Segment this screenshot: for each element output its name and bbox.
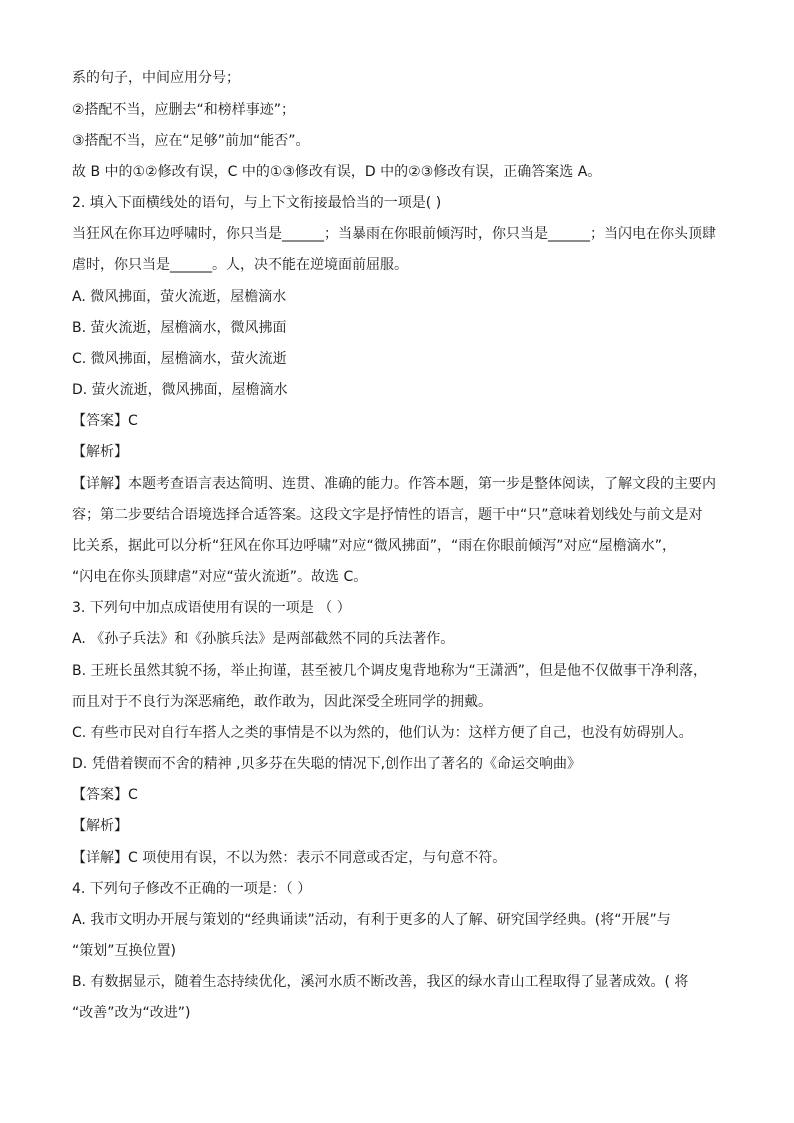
text-line: 【详解】C 项使用有误，不以为然：表示不同意或否定，与句意不符。: [72, 850, 507, 866]
text-line: “策划”互换位置): [72, 943, 176, 959]
option-c: C. 有些市民对自行车搭人之类的事情是不以为然的，他们认为：这样方便了自己，也没有妨碍别人。: [72, 725, 693, 741]
text-line: 容；第二步要结合语境选择合适答案。这段文字是抒情性的语言，题干中“只”意味着划线处与前文是对: [72, 507, 703, 523]
text-line: 故 B 中的①②修改有误，C 中的①③修改有误，D 中的②③修改有误，正确答案选 A。: [72, 164, 602, 180]
option-b: B. 萤火流逝，屋檐滴水，微风拂面: [72, 320, 287, 336]
answer-label: 【答案】C: [72, 787, 138, 803]
answer-label: 【答案】C: [72, 413, 138, 429]
text-line: ②搭配不当，应删去“和榜样事迹”；: [72, 102, 296, 118]
question-4-stem: 4. 下列句子修改不正确的一项是：（ ）: [72, 881, 312, 897]
text-line: 比关系，据此可以分析“狂风在你耳边呼啸”对应“微风拂面”，“雨在你眼前倾泻”对应“屋檐滴水”，: [72, 538, 677, 554]
option-b: B. 王班长虽然其貌不扬，举止拘谨，甚至被几个调皮鬼背地称为“王潇洒”，但是他不仅做事干净利落，: [72, 663, 708, 679]
question-2-stem: 2. 填入下面横线处的语句，与上下文衔接最恰当的一项是( ): [72, 195, 442, 211]
text-line: 当狂风在你耳边呼啸时，你只当是______；当暴雨在你眼前倾泻时，你只当是______；当闪电在你头顶肆: [72, 226, 716, 242]
text-line: “改善”改为“改进”): [72, 1005, 191, 1021]
option-d: D. 萤火流逝，微风拂面，屋檐滴水: [72, 382, 288, 398]
text-line: ③搭配不当，应在“足够”前加“能否”。: [72, 133, 310, 149]
text-line: 【详解】本题考查语言表达简明、连贯、准确的能力。作答本题，第一步是整体阅读，了解文段的主要内: [72, 476, 716, 492]
text-line: 系的句子，中间应用分号；: [72, 70, 240, 86]
option-d: D. 凭借着锲而不舍的精神 ,贝多芬在失聪的情况下,创作出了著名的《命运交响曲》: [72, 756, 582, 772]
option-c: C. 微风拂面，屋檐滴水，萤火流逝: [72, 351, 287, 367]
text-line: 而且对于不良行为深恶痛绝，敢作敢为，因此深受全班同学的拥戴。: [72, 694, 492, 710]
question-3-stem: 3. 下列句中加点成语使用有误的一项是 （ ）: [72, 600, 351, 616]
option-a: A. 微风拂面，萤火流逝，屋檐滴水: [72, 289, 287, 305]
analysis-label: 【解析】: [72, 444, 128, 460]
option-a: A. 我市文明办开展与策划的“经典诵读”活动，有利于更多的人了解、研究国学经典。(将“开展”与: [72, 912, 671, 928]
option-a: A. 《孙子兵法》和《孙膑兵法》是两部截然不同的兵法著作。: [72, 631, 455, 647]
analysis-label: 【解析】: [72, 818, 128, 834]
option-b: B. 有数据显示，随着生态持续优化，溪河水质不断改善，我区的绿水青山工程取得了显著成效。( 将: [72, 974, 689, 990]
text-line: “闪电在你头顶肆虐”对应“萤火流逝”。故选 C。: [72, 569, 368, 585]
text-line: 虐时，你只当是______。人，决不能在逆境面前屈服。: [72, 257, 408, 273]
